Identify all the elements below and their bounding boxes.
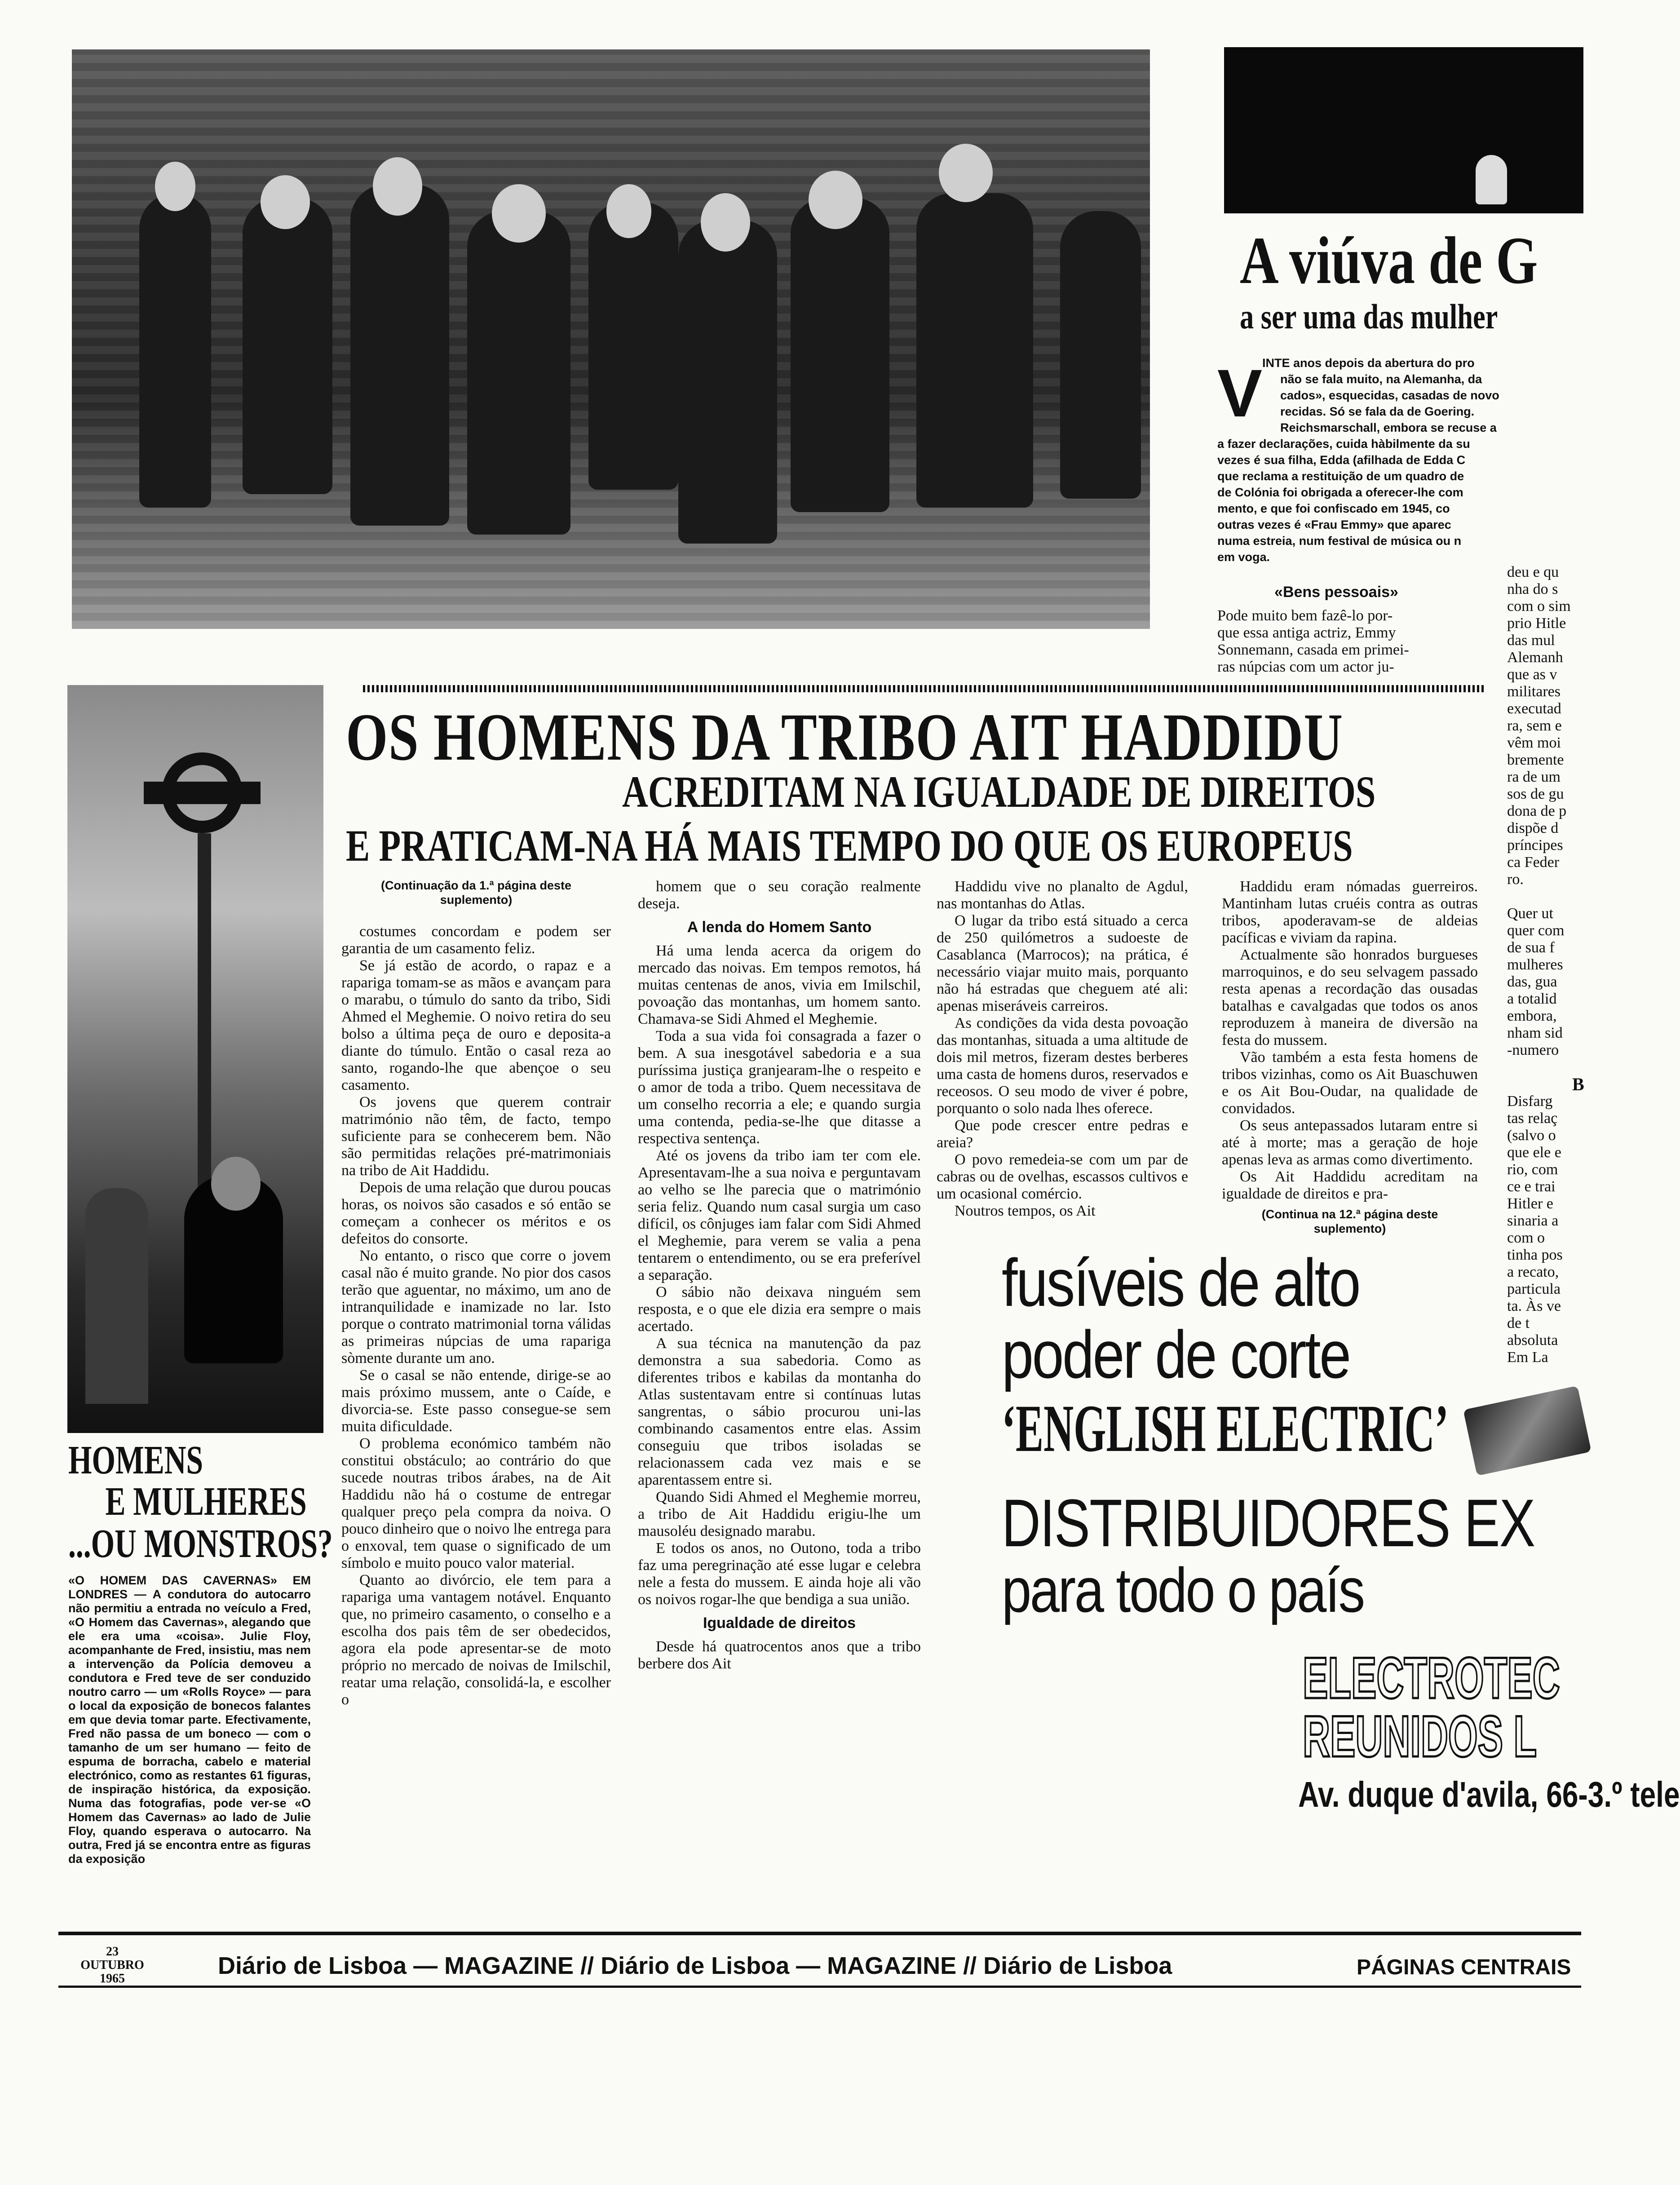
headline-rule [363,685,1486,692]
paragraph: Que pode crescer entre pedras e areia? [937,1117,1188,1151]
text-line: vêm moi [1507,734,1561,751]
ad-line2: poder de corte [1002,1317,1350,1392]
paragraph: Haddidu vive no planalto de Agdul, nas montanhas do Atlas. [937,878,1188,912]
advertisement [1002,1245,1680,1932]
text-line: Quer ut [1507,905,1553,922]
text-line: com o [1507,1230,1545,1246]
footer-month: OUTUBRO [80,1958,144,1972]
lead-line: em voga. [1217,550,1270,564]
text-line: príncipes [1507,837,1563,854]
continua-note: (Continua na 12.ª página deste suplemento) [1261,1208,1438,1235]
headline-line2: ACREDITAM NA IGUALDADE DE DIREITOS [622,767,1376,817]
text-line: ra de um [1507,769,1561,785]
lead-line: vezes é sua filha, Edda (afilhada de Edda C [1217,453,1466,467]
black-panel [1224,47,1583,213]
bens-pessoais-column [1217,577,1455,676]
paragraph: Quando Sidi Ahmed el Meghemie morreu, a tribo de Ait Haddidu erigiu-lhe um mausoléu designado marabu. [638,1489,921,1539]
text-line: ca Feder [1507,854,1560,871]
text-line: bremente [1507,752,1564,768]
headline-line3: E PRATICAM-NA HÁ MAIS TEMPO DO QUE OS EUROPEUS [346,821,1353,871]
text-line: das, gua [1507,973,1557,990]
fuse-image [1463,1386,1592,1476]
paragraph: O sábio não deixava ninguém sem resposta, e o que ele dizia era sempre o mais acertado. [638,1284,921,1335]
text-line: nham sid [1507,1025,1563,1041]
subhead-lenda: A lenda do Homem Santo [687,919,872,936]
ad-company2: REUNIDOS L [1303,1703,1537,1769]
text-line: (salvo o [1507,1127,1556,1144]
text-line: particula [1507,1281,1561,1297]
footer-bottom-rule [58,1986,1581,1988]
col2-top: homem que o seu coração realmente deseja. [638,878,921,912]
text-line: mulheres [1507,956,1563,973]
text-line: ra, sem e [1507,717,1562,734]
paragraph: Se o casal se não entende, dirige-se ao mais próximo mussem, ante o Caíde, e divorcia-se. Este passo consegue-se sem muita dificuldade. [341,1367,611,1435]
footer-top-rule [58,1932,1581,1935]
text-line: das mul [1507,632,1555,649]
text-line: que as v [1507,666,1557,683]
ad-company1: ELECTROTEC [1303,1645,1560,1711]
text-line: quer com [1507,922,1565,939]
ad-line3: DISTRIBUIDORES EX [1002,1485,1535,1561]
text-line: prio Hitle [1507,615,1566,632]
left-feature [68,1438,333,1866]
text-line: executad [1507,700,1561,717]
paragraph: E todos os anos, no Outono, toda a tribo faz uma peregrinação até esse lugar e celebra nele a festa do mussem. E ainda hoje ali vão os noivos rogar-lhe que bendiga a sua união. [638,1540,921,1608]
text-line: dispõe d [1507,820,1559,836]
feature-title-2: E MULHERES [105,1479,307,1524]
paragraph: Vão também a esta festa homens de tribos vizinhas, como os Ait Buaschuwen e os Ait Bou-Oudar, na qualidade de convidados. [1222,1049,1478,1117]
paragraph: Se já estão de acordo, o rapaz e a rapariga tomam-se as mãos e avançam para o marabu, o túmulo do santo da tribo, Sidi Ahmed el Meghemie. O noivo retira do seu bolso a última peça de ouro e deposita-a diante do túmulo. Então o casal reza ao santo, rogando-lhe que abençoe o seu casamento. [341,957,611,1093]
text-line: a totalid [1507,991,1557,1007]
feature-title-3: ...OU MONSTROS? [68,1522,333,1566]
footer-year: 1965 [100,1972,125,1986]
lead-line: a fazer declarações, cuida hàbilmente da su [1217,437,1470,451]
feature-caption: «O HOMEM DAS CAVERNAS» EM LONDRES — A condutora do autocarro não permitiu a entrada no veículo a Fred, «O Homem das Cavernas», alegando que ele era uma «coisa». Julie Floy, acompanhante de Fred, insistiu, mas nem a intervenção da Polícia demoveu a condutora e Fred teve de ser conduzido noutro carro — um «Rolls Royce» — para o local da exposição de bonecos falantes em que devia tomar parte. Efectivamente, Fred não passa de um boneco — com o tamanho de um ser humano — feito de espuma de borracha, cabelo e material electrónico, como as restantes 61 figuras, de inspiração histórica, da exposição. Numa das fotografias, pode ver-se «O Homem das Cavernas» ao lado de Julie Floy, quando esperava o autocarro. Na outra, Fred já se encontra entre as figuras da exposição [68,1574,311,1866]
drop-cap: V [1217,355,1263,431]
ad-line4: para todo o país [1002,1555,1364,1625]
text-line: de sua f [1507,939,1555,956]
text-line: ta. Às ve [1507,1298,1561,1314]
paragraph: A sua técnica na manutenção da paz demonstra a sua sabedoria. Como as diferentes tribos e kabilas da montanha do Atlas sustentavam entre si contínuas lutas sangrentas, o sábio procurou uni-las combinando casamentos entre elas. Assim conseguiu que tribos isoladas se relacionassem cada vez mais e se aparentassem entre si. [638,1335,921,1488]
lead-line: que reclama a restituição de um quadro de [1217,469,1464,483]
article-col4 [1222,878,1478,1240]
paragraph: O lugar da tribo está situado a cerca de 250 quilómetros a sudoeste de Casablanca (Marrocos); na prática, é necessário viajar muito mais, porquanto não há estradas que cheguem até ali: apenas miseráveis carreiros. [937,912,1188,1014]
text-line: nha do s [1507,581,1558,597]
text-line: dona de p [1507,803,1567,819]
lead-line: Reichsmarschall, embora se recuse a [1280,421,1497,434]
paragraph: Até os jovens da tribo iam ter com ele. Apresentavam-lhe a sua noiva e perguntavam ao velho se lhe parecia que o matrimónio seria feliz. Quando num casal surgia um caso difícil, os cônjuges iam falar com Sidi Ahmed el Meghemie, para verem se valia a pena tentarem o entendimento, ou se era preferível a separação. [638,1147,921,1283]
paragraph: No entanto, o risco que corre o jovem casal não é muito grande. No pior dos casos terão que aguentar, no máximo, um ano de intranquilidade e inamizade no lar. Isto porque o contrato matrimonial torna válidas as primeiras núpcias de uma rapariga sòmente durante um ano. [341,1247,611,1367]
ad-brand-text: ENGLISH ELECTRIC [1015,1391,1435,1466]
lead-line: outras vezes é «Frau Emmy» que aparec [1217,518,1451,531]
paragraph: Os seus antepassados lutaram entre si até à morte; mas a geração de hoje apenas leva as armas como divertimento. [1222,1117,1478,1168]
paragraph: Os jovens que querem contrair matrimónio não têm, de facto, tempo suficiente para se conhecerem bem. Não são permitidas relações pré-matrimoniais na tribo de Ait Haddidu. [341,1094,611,1179]
text-line: Alemanh [1507,649,1563,666]
lead-line: mento, e que foi confiscado em 1945, co [1217,502,1450,515]
text-line: sinaria a [1507,1212,1559,1229]
text-line: ce e trai [1507,1178,1556,1195]
text-line: Hitler e [1507,1195,1553,1212]
lead-line: de Colónia foi obrigada a oferecer-lhe com [1217,486,1463,499]
footer-date [67,1945,157,1986]
continuation-note: (Continuação da 1.ª página deste suplemento) [380,879,572,907]
section-heading: «Bens pessoais» [1274,584,1398,601]
paragraph: Noutros tempos, os Ait [955,1203,1096,1219]
paragraph: Actualmente são honrados burgueses marroquinos, e do seu selvagem passado resta apenas a recordação das ousadas batalhas e cavalgadas que todos os anos reproduzem à maneira de diversão na festa do mussem. [1222,947,1478,1048]
article-col1 [341,878,611,1708]
lead-line: INTE anos depois da abertura do pro [1262,356,1475,370]
paragraph: Toda a sua vida foi consagrada a fazer o bem. A sua inesgotável sabedoria e a sua puríssima justiça granjearam-lhe o respeito e o amor de toda a tribo. Quem necessitava de um conselho recorria a ele; e quando surgia uma contenda, pedia-se-lhe que ditasse a respectiva sentença. [638,1028,921,1147]
text-line: absoluta [1507,1332,1558,1349]
paragraph: Depois de uma relação que durou poucas horas, os noivos são casados e só então se começam a conhecer os méritos e os defeitos do consorte. [341,1179,611,1247]
col2-end: Desde há quatrocentos anos que a tribo berbere dos Ait [638,1638,921,1672]
text-line [1507,888,1583,905]
lead-line: recidas. Só se fala da de Goering. [1280,405,1475,418]
footer-banner: Diário de Lisboa — MAGAZINE // Diário de Lisboa — MAGAZINE // Diário de Lisboa [218,1952,1172,1979]
right-story-title: A viúva de G [1240,223,1538,298]
text-line: de t [1507,1315,1530,1331]
text-line: a recato, [1507,1264,1559,1280]
paragraph: Quanto ao divórcio, ele tem para a rapariga uma vantagem notável. Enquanto que, no primeiro casamento, o conselho e a escolha dos pais têm de ser obedecidos, agora ela pode apresentar-se de moto próprio no mercado de noivas de Imilschil, reatar uma relação, consolidá-la, e escolher o [341,1572,611,1708]
top-photo [72,49,1150,629]
left-photo [67,685,323,1433]
lead-line: numa estreia, num festival de música ou n [1217,534,1462,548]
right-story [1240,223,1581,298]
lead-line: não se fala muito, na Alemanha, da [1280,372,1482,386]
footer-section: PÁGINAS CENTRAIS [1357,1955,1571,1979]
text-line: ras núpcias com um actor ju- [1217,659,1394,675]
text-line: tas relaç [1507,1110,1558,1127]
paragraph: Os Ait Haddidu acreditam na igualdade de direitos e pra- [1222,1168,1478,1202]
text-line: tinha pos [1507,1247,1563,1263]
right-story-lead [1217,355,1581,566]
ad-address: Av. duque d'avila, 66-3.º tele [1298,1774,1680,1814]
paragraph: costumes concordam e podem ser garantia de um casamento feliz. [341,923,611,957]
paragraph: As condições da vida desta povoação das montanhas, situada a uma altitude de dois mil metros, fizeram destes berberes uma casta de homens duros, reservados e receosos. O seu modo de viver é pobre, porquanto o solo nada lhes oferece. [937,1015,1188,1117]
subhead-igualdade: Igualdade de direitos [703,1614,856,1632]
ad-brand: ‘ENGLISH ELECTRIC’ [1002,1391,1449,1466]
right-story-subtitle-box [1240,299,1581,335]
paragraph: O problema económico também não constitui obstáculo; ao contrário do que sucede noutras tribos árabes, na de Ait Haddidu não há o costume de entregar qualquer preço pela compra da noiva. O pouco dinheiro que o noivo lhe entrega para o enxoval, tem quase o significado de um símbolo e muito pouco valor material. [341,1435,611,1571]
text-line: sos de gu [1507,786,1564,802]
text-line: Disfarg [1507,1093,1553,1110]
text-line: com o sim [1507,598,1571,615]
ad-line1: fusíveis de alto [1002,1245,1360,1320]
article-col2 [638,878,921,1672]
paragraph: O povo remedeia-se com um par de cabras ou de ovelhas, escassos cultivos e um ocasional comércio. [937,1151,1188,1202]
headline-line1: OS HOMENS DA TRIBO AIT HADDIDU [346,700,1344,774]
right-story-subtitle: a ser uma das mulher [1240,297,1498,336]
text-line: rio, com [1507,1161,1558,1178]
feature-title-1: HOMENS [68,1438,203,1482]
text-line: militares [1507,683,1561,700]
section-letter: B [1572,1074,1584,1094]
lead-line: cados», esquecidas, casadas de novo [1280,389,1499,402]
text-line: ro. [1507,871,1524,888]
text-line: que ele e [1507,1144,1561,1161]
paragraph: Há uma lenda acerca da origem do mercado das noivas. Em tempos remotos, há muitas centenas de anos, vivia em Imilschil, povoação das montanhas, um homem santo. Chamava-se Sidi Ahmed el Meghemie. [638,942,921,1027]
footer-day: 23 [106,1945,119,1959]
text-line: embora, [1507,1008,1557,1024]
text-line: deu e qu [1507,564,1559,580]
text-line: que essa antiga actriz, Emmy [1217,624,1396,641]
text-line: Sonnemann, casada em primei- [1217,641,1409,658]
article-col3 [937,878,1188,1220]
text-line: -numero [1507,1042,1559,1058]
text-line: Em La [1507,1349,1548,1366]
paragraph: Haddidu eram nómadas guerreiros. Mantinham lutas cruéis contra as outras tribos, apoderavam-se de aldeias pacíficas e viviam da rapina. [1222,878,1478,946]
text-line: Pode muito bem fazê-lo por- [1217,607,1393,624]
